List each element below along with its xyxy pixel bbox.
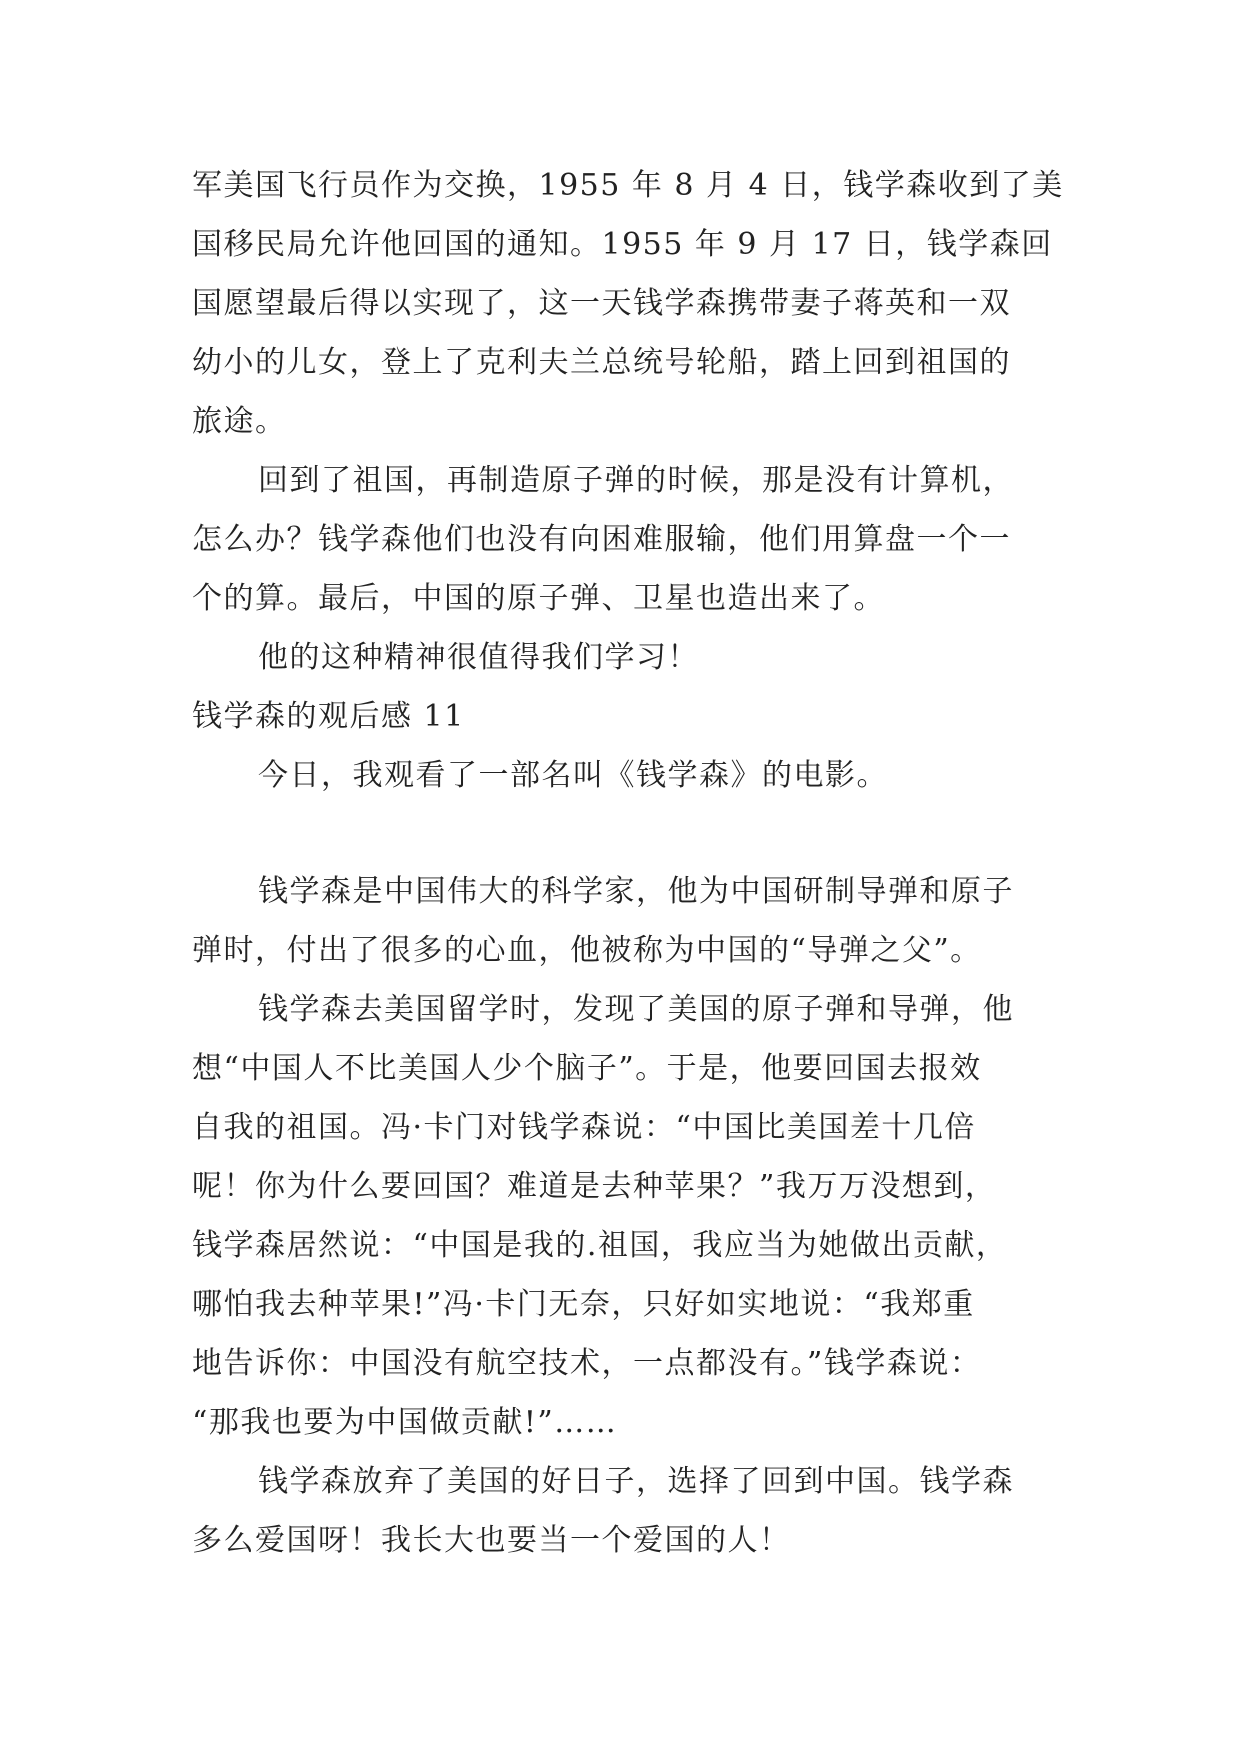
text-line: “那我也要为中国做贡献!”……: [192, 1405, 618, 1440]
text-line: 国愿望最后得以实现了，这一天钱学森携带妻子蒋英和一双: [192, 286, 1011, 321]
text-line: 旅途。: [192, 404, 287, 439]
text-line: 钱学森居然说：“中国是我的.祖国，我应当为她做出贡献，: [192, 1228, 1008, 1263]
section-heading: 钱学森的观后感 11: [192, 699, 465, 734]
paragraph-first-line: 钱学森去美国留学时，发现了美国的原子弹和导弹，他: [258, 992, 1014, 1027]
text-line: 自我的祖国。冯·卡门对钱学森说：“中国比美国差十几倍: [192, 1110, 976, 1145]
text-line: 呢！你为什么要回国？难道是去种苹果？”我万万没想到，: [192, 1169, 997, 1204]
paragraph-first-line: 钱学森是中国伟大的科学家，他为中国研制导弹和原子: [258, 874, 1014, 909]
text-line: 幼小的儿女，登上了克利夫兰总统号轮船，踏上回到祖国的: [192, 345, 1011, 380]
text-line: 弹时，付出了很多的心血，他被称为中国的“导弹之父”。: [192, 933, 982, 968]
paragraph-first-line: 回到了祖国，再制造原子弹的时候，那是没有计算机，: [258, 463, 1014, 498]
text-line: 哪怕我去种苹果!”冯·卡门无奈，只好如实地说：“我郑重: [192, 1287, 975, 1322]
text-line: 想“中国人不比美国人少个脑子”。于是，他要回国去报效: [192, 1051, 982, 1086]
text-line: 军美国飞行员作为交换，1955 年 8 月 4 日，钱学森收到了美: [192, 168, 1064, 203]
paragraph-first-line: 今日，我观看了一部名叫《钱学森》的电影。: [258, 758, 888, 793]
text-line: 多么爱国呀！我长大也要当一个爱国的人！: [192, 1523, 791, 1558]
text-line: 怎么办？钱学森他们也没有向困难服输，他们用算盘一个一: [192, 522, 1011, 557]
paragraph-first-line: 钱学森放弃了美国的好日子，选择了回到中国。钱学森: [258, 1464, 1014, 1499]
text-line: 地告诉你：中国没有航空技术，一点都没有。”钱学森说：: [192, 1346, 982, 1381]
paragraph-first-line: 他的这种精神很值得我们学习！: [258, 640, 699, 675]
text-line: 国移民局允许他回国的通知。1955 年 9 月 17 日，钱学森回: [192, 227, 1053, 262]
text-line: 个的算。最后，中国的原子弹、卫星也造出来了。: [192, 581, 885, 616]
